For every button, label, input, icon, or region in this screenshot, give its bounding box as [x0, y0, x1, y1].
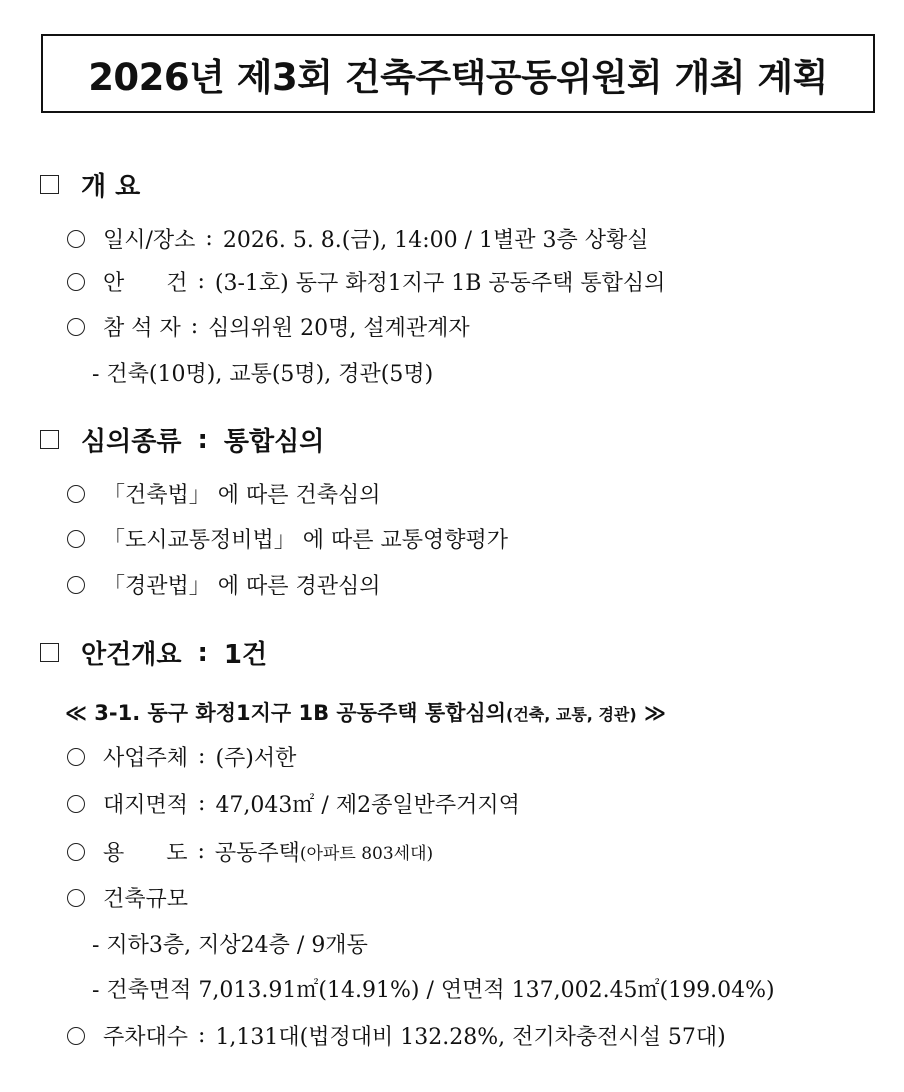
list-item-landscape-review [67, 569, 381, 600]
square-bullet-icon [40, 643, 59, 662]
item-value-note: (아파트 803세대) [299, 844, 434, 864]
item-label: 용 도 [103, 841, 188, 866]
item-value: 공동주택 [214, 841, 300, 866]
agenda-subtitle [65, 697, 666, 727]
agenda-subtitle-fields: (건축, 교통, 경관) [506, 705, 637, 724]
document-title: 2026년 제3회 건축주택공동위원회 개최 계획 [88, 55, 828, 99]
colon: : [197, 637, 208, 668]
circle-bullet-icon [67, 1027, 85, 1045]
circle-bullet-icon [67, 318, 85, 336]
item-value: (주)서한 [215, 746, 297, 771]
item-text: 「경관법」 에 따른 경관심의 [103, 574, 381, 599]
list-item-building-scale [67, 882, 188, 913]
item-text: 「건축법」 에 따른 건축심의 [103, 483, 381, 508]
list-item-business-entity [67, 741, 296, 772]
list-item-attendees [67, 311, 470, 342]
section-heading-text: 심의종류 [81, 427, 182, 457]
circle-bullet-icon [67, 889, 85, 907]
section-heading-review-type [40, 421, 324, 458]
circle-bullet-icon [67, 230, 85, 248]
section-heading-overview [40, 166, 140, 203]
circle-bullet-icon [67, 748, 85, 766]
section-heading-value: 통합심의 [223, 427, 325, 457]
circle-bullet-icon [67, 795, 85, 813]
list-item-site-area [67, 788, 520, 819]
section-heading-text: 개 요 [81, 172, 141, 202]
agenda-subtitle-end: ≫ [644, 701, 666, 725]
list-item-use [67, 836, 433, 867]
colon: : [197, 839, 205, 864]
circle-bullet-icon [67, 530, 85, 548]
list-item-agenda [67, 266, 665, 297]
item-label: 안 건 [103, 271, 188, 296]
list-item-datetime [67, 223, 649, 254]
item-label: 건축규모 [103, 887, 189, 912]
circle-bullet-icon [67, 843, 85, 861]
item-value: 47,043㎡ / 제2종일반주거지역 [215, 793, 520, 818]
colon: : [190, 314, 199, 339]
circle-bullet-icon [67, 273, 85, 291]
item-label: 참 석 자 [103, 316, 181, 341]
colon: : [198, 744, 206, 769]
section-heading-agenda-overview [40, 634, 267, 671]
item-label: 주차대수 [103, 1025, 189, 1050]
list-item-traffic-review [67, 523, 508, 554]
section-heading-value: 1건 [223, 640, 268, 670]
square-bullet-icon [40, 175, 59, 194]
item-value: (3-1호) 동구 화정1지구 1B 공동주택 통합심의 [214, 271, 666, 296]
item-value: 심의위원 20명, 설계관계자 [208, 316, 470, 341]
scale-detail-floors: - 지하3층, 지상24층 / 9개동 [92, 933, 368, 958]
list-item-parking [67, 1020, 726, 1051]
colon: : [198, 1023, 206, 1048]
attendees-detail: - 건축(10명), 교통(5명), 경관(5명) [92, 362, 434, 387]
agenda-subtitle-main: ≪ 3-1. 동구 화정1지구 1B 공동주택 통합심의 [65, 701, 507, 725]
item-value: 1,131대(법정대비 132.28%, 전기차충전시설 57대) [215, 1025, 726, 1050]
circle-bullet-icon [67, 485, 85, 503]
item-label: 사업주체 [103, 746, 189, 771]
circle-bullet-icon [67, 576, 85, 594]
item-text: 「도시교통정비법」 에 따른 교통영향평가 [103, 528, 509, 553]
section-heading-text: 안건개요 [81, 640, 182, 670]
colon: : [197, 424, 208, 455]
item-value: 2026. 5. 8.(금), 14:00 / 1별관 3층 상황실 [222, 228, 649, 253]
item-label: 대지면적 [103, 793, 189, 818]
list-item-building-review [67, 478, 381, 509]
title-box [41, 34, 875, 113]
colon: : [198, 791, 206, 816]
square-bullet-icon [40, 430, 59, 449]
scale-detail-area: - 건축면적 7,013.91㎡(14.91%) / 연면적 137,002.45㎡(199.04%) [92, 978, 775, 1003]
colon: : [197, 269, 205, 294]
colon: : [205, 226, 213, 251]
item-label: 일시/장소 [103, 228, 196, 253]
